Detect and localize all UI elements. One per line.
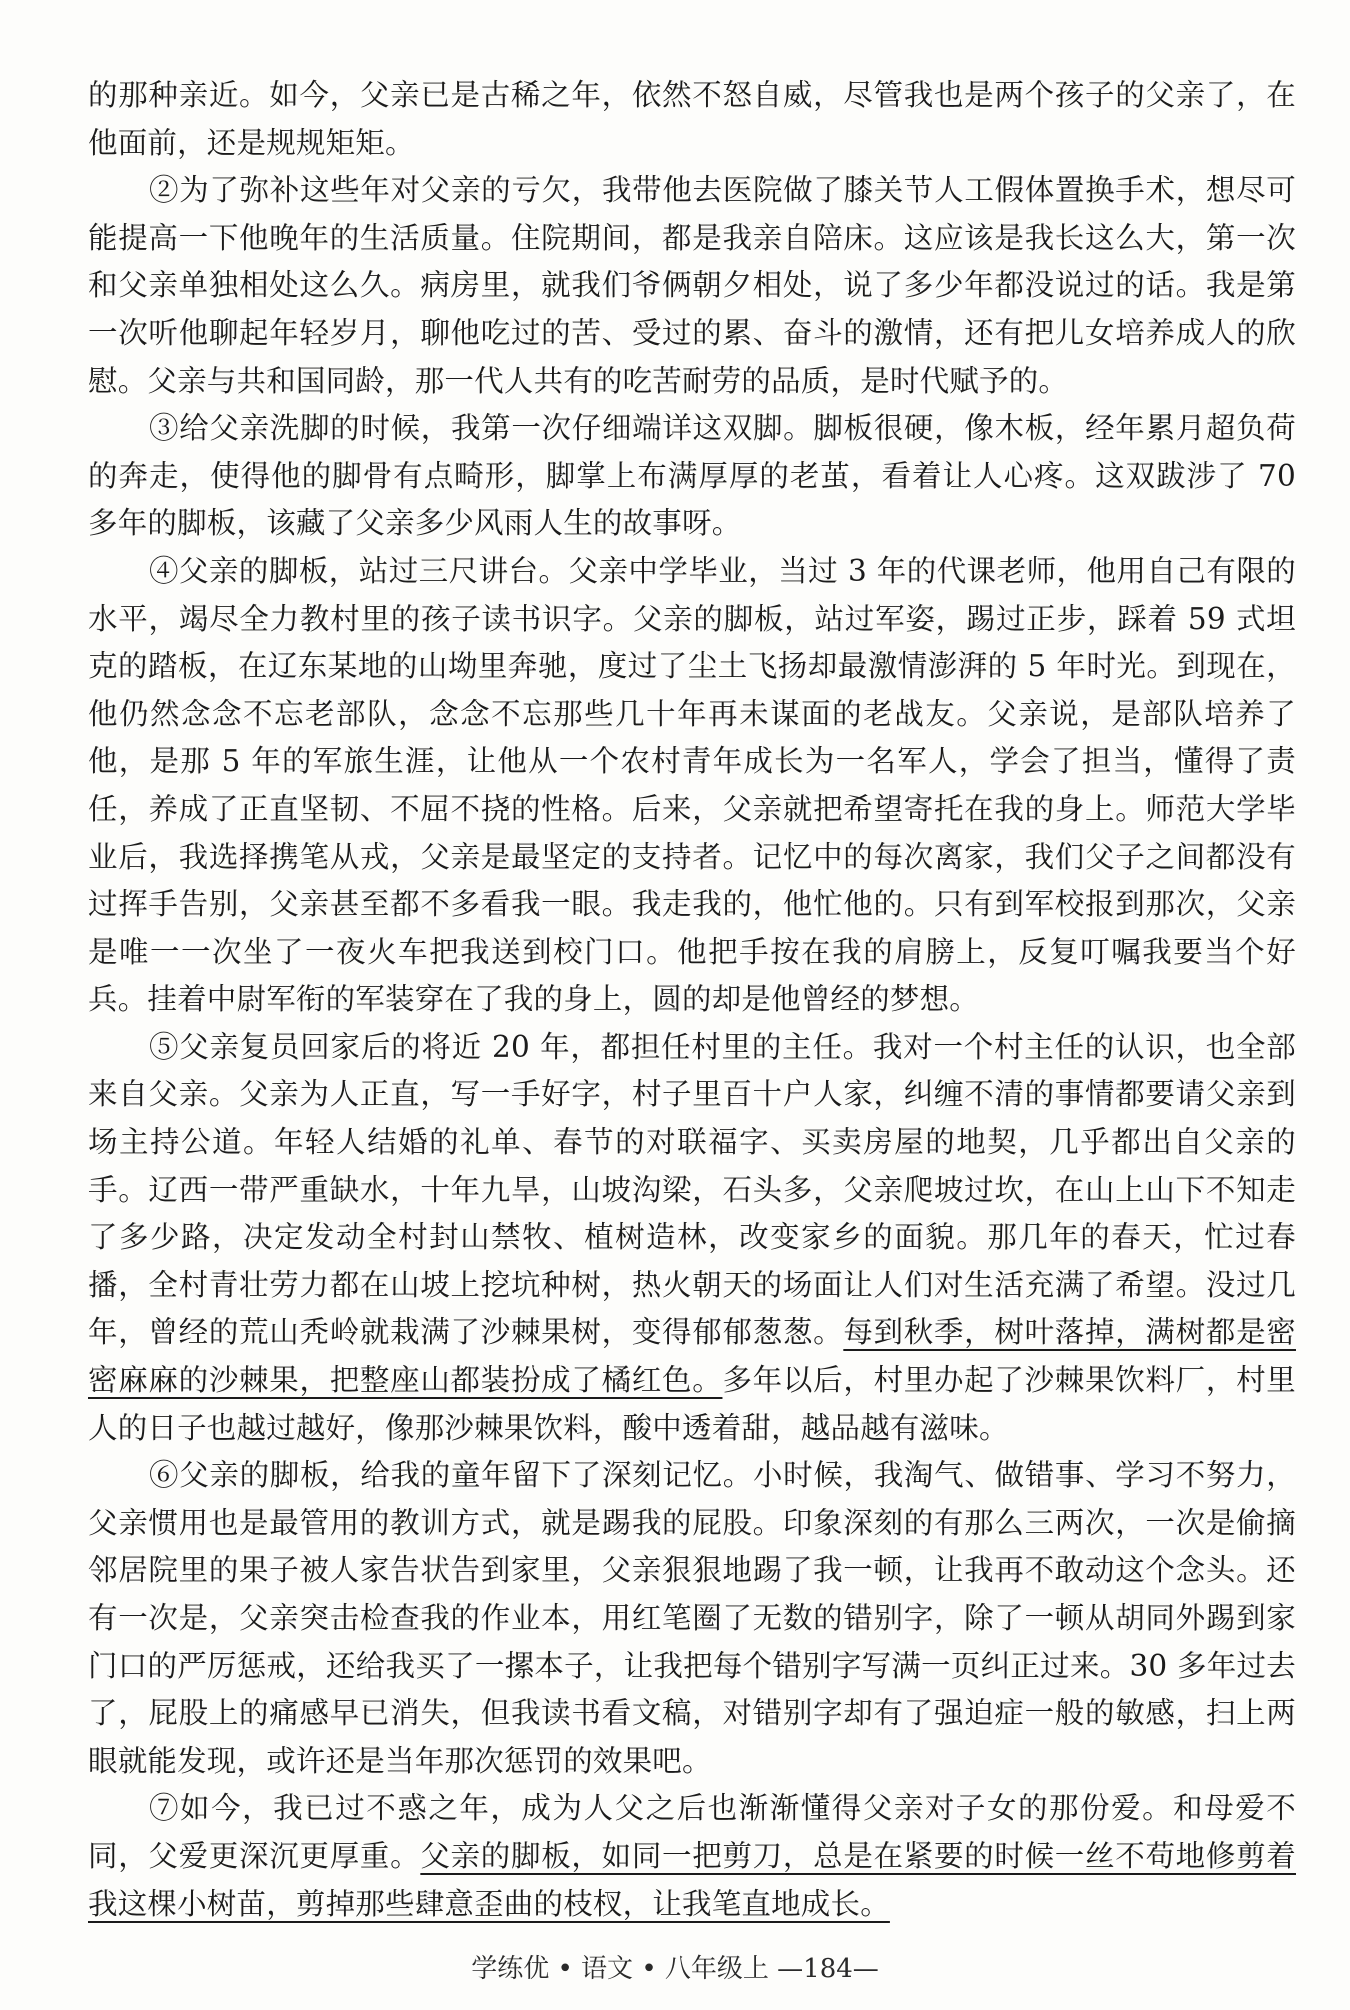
paragraph-text: ③给父亲洗脚的时候，我第一次仔细端详这双脚。脚板很硬，像木板，经年累月超负荷的奔走，使得他的脚骨有点畸形，脚掌上布满厚厚的老茧，看着让人心疼。这双跋涉了 70 多年的脚板，该藏了父亲多少风雨人生的故事呀。 — [88, 411, 1296, 541]
paragraph-text: ⑦如今，我已过不惑之年，成为人父之后也渐渐懂得父亲对子女的那份爱。和母爱不同，父爱更深沉更厚重。 — [88, 1791, 1296, 1873]
paragraph-text: ⑥父亲的脚板，给我的童年留下了深刻记忆。小时候，我淘气、做错事、学习不努力，父亲惯用也是最管用的教训方式，就是踢我的屁股。印象深刻的有那么三两次，一次是偷摘邻居院里的果子被人家告状告到家里，父亲狠狠地踢了我一顿，让我再不敢动这个念头。还有一次是，父亲突击检查我的作业本，用红笔圈了无数的错别字，除了一顿从胡同外踢到家门口的严厉惩戒，还给我买了一摞本子，让我把每个错别字写满一页纠正过来。30 多年过去了，屁股上的痛感早已消失，但我读书看文稿，对错别字却有了强迫症一般的敏感，扫上两眼就能发现，或许还是当年那次惩罚的效果吧。 — [88, 1458, 1296, 1778]
article-paragraph — [88, 72, 1296, 167]
paragraph-text: 多年以后，村里办起了沙棘果饮料厂，村里人的日子也越过越好，像那沙棘果饮料，酸中透着甜，越品越有滋味。 — [88, 1363, 1296, 1445]
article-paragraph — [88, 1452, 1296, 1785]
page-footer: 学练优 • 语文 • 八年级上 —184— — [471, 1954, 879, 1984]
article-paragraph — [88, 548, 1296, 1024]
paragraph-text: ②为了弥补这些年对父亲的亏欠，我带他去医院做了膝关节人工假体置换手术，想尽可能提高一下他晚年的生活质量。住院期间，都是我亲自陪床。这应该是我长这么大，第一次和父亲单独相处这么久。病房里，就我们爷俩朝夕相处，说了多少年都没说过的话。我是第一次听他聊起年轻岁月，聊他吃过的苦、受过的累、奋斗的激情，还有把儿女培养成人的欣慰。父亲与共和国同龄，那一代人共有的吃苦耐劳的品质，是时代赋予的。 — [88, 173, 1296, 398]
underlined-sentence: 每到秋季，树叶落掉，满树都是密密麻麻的沙棘果，把整座山都装扮成了橘红色。 — [88, 1315, 1296, 1398]
article-body — [88, 72, 1296, 1928]
underlined-sentence: 父亲的脚板，如同一把剪刀，总是在紧要的时候一丝不苟地修剪着我这棵小树苗，剪掉那些肆意歪曲的枝杈，让我笔直地成长。 — [88, 1838, 1296, 1921]
article-paragraph — [88, 1024, 1296, 1452]
article-paragraph — [88, 167, 1296, 405]
paragraph-text: ⑤父亲复员回家后的将近 20 年，都担任村里的主任。我对一个村主任的认识，也全部来自父亲。父亲为人正直，写一手好字，村子里百十户人家，纠缠不清的事情都要请父亲到场主持公道。年轻人结婚的礼单、春节的对联福字、买卖房屋的地契，几乎都出自父亲的手。辽西一带严重缺水，十年九旱，山坡沟梁，石头多，父亲爬坡过坎，在山上山下不知走了多少路，决定发动全村封山禁牧、植树造林，改变家乡的面貌。那几年的春天，忙过春播，全村青壮劳力都在山坡上挖坑种树，热火朝天的场面让人们对生活充满了希望。没过几年，曾经的荒山秃岭就栽满了沙棘果树，变得郁郁葱葱。 — [88, 1029, 1296, 1350]
paragraph-text: ④父亲的脚板，站过三尺讲台。父亲中学毕业，当过 3 年的代课老师，他用自己有限的水平，竭尽全力教村里的孩子读书识字。父亲的脚板，站过军姿，踢过正步，踩着 59 式坦克的踏板，在辽东某地的山坳里奔驰，度过了尘土飞扬却最激情澎湃的 5 年时光。到现在，他仍然念念不忘老部队，念念不忘那些几十年再未谋面的老战友。父亲说，是部队培养了他，是那 5 年的军旅生涯，让他从一个农村青年成长为一名军人，学会了担当，懂得了责任，养成了正直坚韧、不屈不挠的性格。后来，父亲就把希望寄托在我的身上。师范大学毕业后，我选择携笔从戎，父亲是最坚定的支持者。记忆中的每次离家，我们父子之间都没有过挥手告别，父亲甚至都不多看我一眼。我走我的，他忙他的。只有到军校报到那次，父亲是唯一一次坐了一夜火车把我送到校门口。他把手按在我的肩膀上，反复叮嘱我要当个好兵。挂着中尉军衔的军装穿在了我的身上，圆的却是他曾经的梦想。 — [88, 553, 1296, 1017]
article-paragraph — [88, 1785, 1296, 1928]
article-paragraph — [88, 405, 1296, 548]
paragraph-text: 的那种亲近。如今，父亲已是古稀之年，依然不怒自威，尽管我也是两个孩子的父亲了，在他面前，还是规规矩矩。 — [88, 78, 1296, 160]
